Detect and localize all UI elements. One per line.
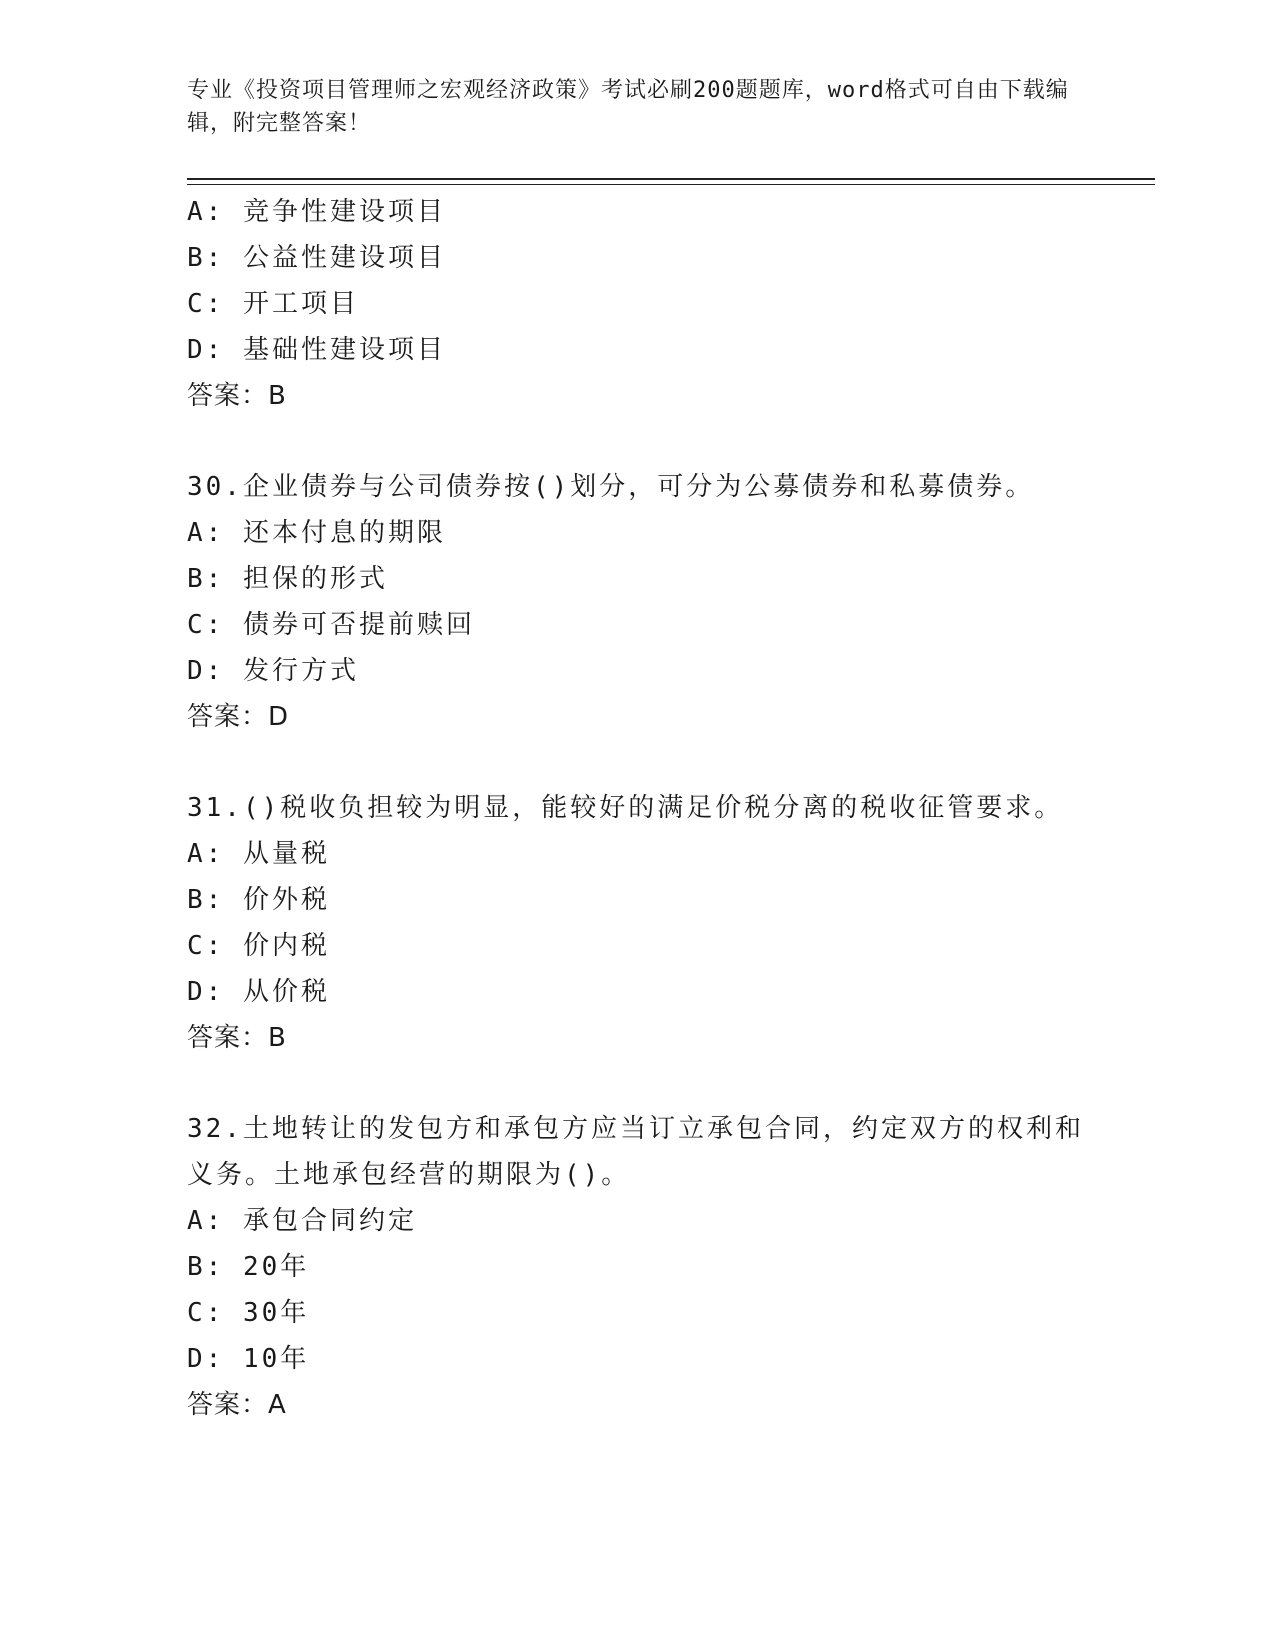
question-block-29 [187,189,1087,419]
question-block-32 [187,1106,1087,1428]
question-stem: 32.土地转让的发包方和承包方应当订立承包合同，约定双方的权利和义务。土地承包经营的期限为()。 [187,1114,1084,1190]
option-b: B: 公益性建设项目 [187,243,446,273]
header-rule-thin [187,184,1155,185]
answer-line: 答案：A [187,1390,287,1420]
document-header: 专业《投资项目管理师之宏观经济政策》考试必刷200题题库，word格式可自由下载编辑，附完整答案！ [187,78,1069,136]
option-c: C: 30年 [187,1298,310,1328]
header-rule-thick [187,178,1155,180]
question-list [187,189,1087,1428]
option-a: A: 还本付息的期限 [187,518,446,548]
answer-line: 答案：B [187,1023,287,1053]
option-d: D: 10年 [187,1344,310,1374]
option-a: A: 竞争性建设项目 [187,197,446,227]
option-d: D: 发行方式 [187,656,359,686]
question-block-31 [187,785,1087,1061]
option-a: A: 承包合同约定 [187,1206,417,1236]
option-b: B: 20年 [187,1252,310,1282]
question-stem: 31.()税收负担较为明显，能较好的满足价税分离的税收征管要求。 [187,793,1064,823]
option-c: C: 开工项目 [187,289,359,319]
answer-line: 答案：D [187,702,290,732]
option-c: C: 债券可否提前赎回 [187,610,475,640]
option-d: D: 从价税 [187,977,330,1007]
question-block-30 [187,464,1087,740]
option-d: D: 基础性建设项目 [187,335,446,365]
answer-line: 答案：B [187,381,287,411]
option-b: B: 担保的形式 [187,564,388,594]
option-c: C: 价内税 [187,931,330,961]
question-stem: 30.企业债券与公司债券按()划分，可分为公募债券和私募债券。 [187,472,1035,502]
option-b: B: 价外税 [187,885,330,915]
option-a: A: 从量税 [187,839,330,869]
